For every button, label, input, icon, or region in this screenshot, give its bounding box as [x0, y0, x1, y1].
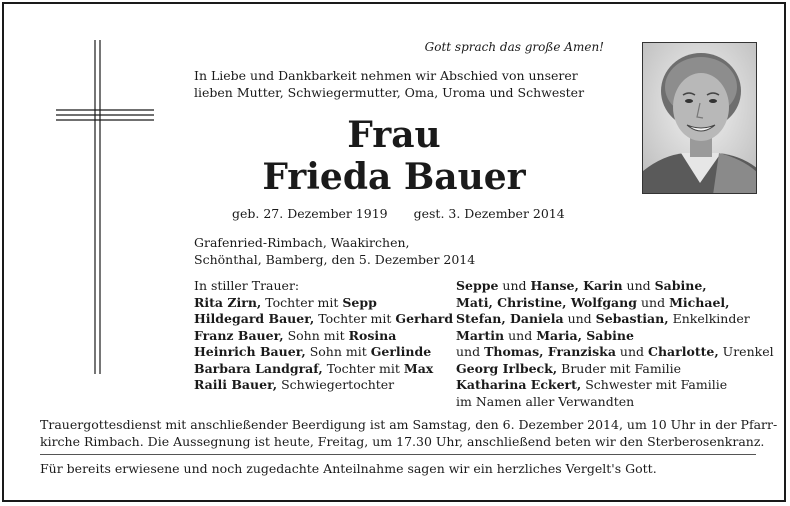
place-and-date	[194, 234, 614, 268]
mourner-line: und Thomas, Franziska und Charlotte, Urenkel	[456, 344, 774, 359]
motto: Gott sprach das große Amen!	[424, 40, 604, 54]
mourner-line: Georg Irlbeck, Bruder mit Familie	[456, 360, 682, 376]
service-line: Trauergottesdienst mit anschließender Beerdigung ist am Samstag, den 6. Dezember 2014, um 10 Uhr in der Pfarr-	[40, 417, 778, 432]
service-line: kirche Rimbach. Die Aussegnung ist heute, Freitag, um 17.30 Uhr, anschließend beten wir den Sterberosenkranz.	[40, 434, 765, 449]
mourner-line: Heinrich Bauer, Sohn mit Gerlinde	[194, 344, 432, 359]
place-line: Grafenried-Rimbach, Waakirchen,	[194, 235, 410, 250]
intro-line: In Liebe und Dankbarkeit nehmen wir Abschied von unserer	[194, 68, 578, 83]
mourner-line: Raili Bauer, Schwiegertochter	[194, 377, 395, 392]
mourner-line: Seppe und Hanse, Karin und Sabine,	[456, 278, 707, 293]
life-dates	[232, 206, 587, 221]
mourner-line: Barbara Landgraf, Tochter mit Max	[194, 360, 434, 376]
thanks-text: Für bereits erwiesene und noch zugedachte Anteilnahme sagen wir ein herzliches Vergelt's Gott.	[40, 461, 657, 476]
birth-date: geb. 27. Dezember 1919	[232, 206, 388, 221]
intro-text	[194, 67, 614, 101]
service-announcement	[40, 416, 778, 450]
portrait-photo	[642, 42, 757, 194]
mourner-line: Martin und Maria, Sabine	[456, 327, 634, 343]
mourner-line: Katharina Eckert, Schwester mit Familie	[456, 377, 728, 392]
mourners-right-column	[456, 278, 776, 410]
place-line: Schönthal, Bamberg, den 5. Dezember 2014	[194, 252, 476, 267]
salutation: Frau	[347, 114, 441, 156]
intro-line: lieben Mutter, Schwiegermutter, Oma, Uroma und Schwester	[194, 85, 585, 100]
obituary-notice	[2, 2, 786, 502]
mourner-line: Franz Bauer, Sohn mit Rosina	[194, 327, 397, 343]
mourners-left-column	[194, 278, 454, 394]
cross-icon	[56, 40, 160, 434]
mourners-heading: In stiller Trauer:	[194, 278, 300, 293]
mourner-line: im Namen aller Verwandten	[456, 393, 635, 409]
mourner-line: Stefan, Daniela und Sebastian, Enkelkinder	[456, 311, 750, 326]
deceased-name: Frieda Bauer	[262, 156, 526, 198]
divider	[40, 454, 756, 455]
mourner-line: Mati, Christine, Wolfgang und Michael,	[456, 294, 730, 310]
mourner-line: Rita Zirn, Tochter mit Sepp	[194, 294, 377, 310]
mourner-line: Hildegard Bauer, Tochter mit Gerhard	[194, 311, 454, 326]
death-date: gest. 3. Dezember 2014	[413, 206, 565, 221]
